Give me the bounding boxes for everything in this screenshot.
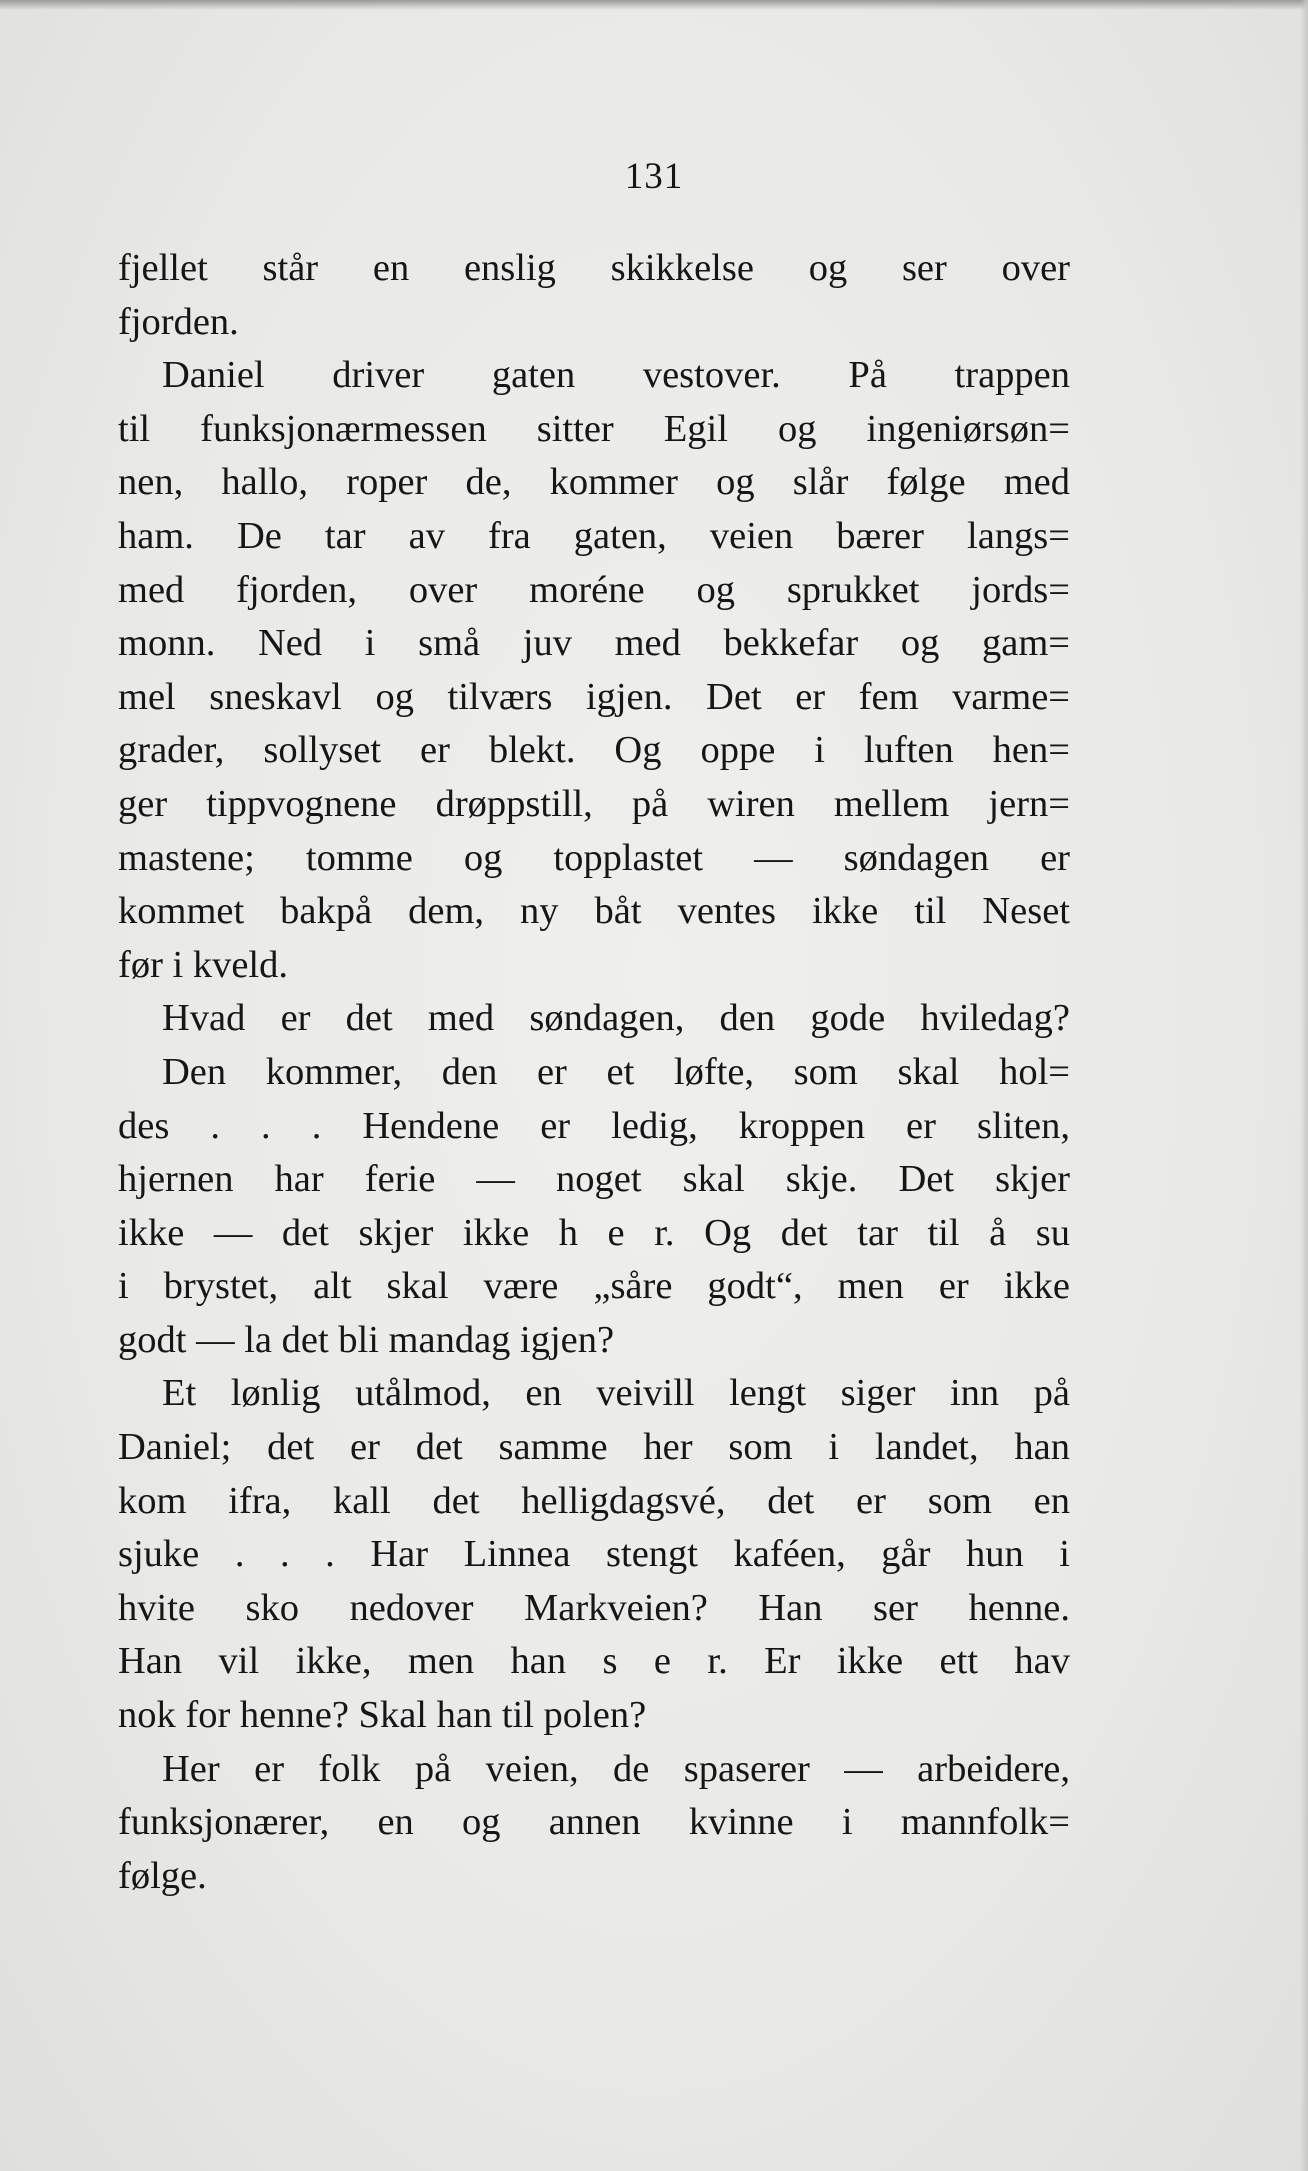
text-line: kom ifra, kall det helligdagsvé, det er som en xyxy=(118,1479,1070,1522)
text-line: monn. Ned i små juv med bekkefar og gam= xyxy=(118,622,1070,665)
text-line: sjuke . . . Har Linnea stengt kaféen, går hun i xyxy=(118,1533,1070,1576)
text-line: Daniel; det er det samme her som i landet, han xyxy=(118,1426,1070,1469)
text-line: følge. xyxy=(118,1854,207,1897)
text-line: i brystet, alt skal være „såre godt“, men er ikke xyxy=(118,1265,1070,1308)
text-line: Den kommer, den er et løfte, som skal hol= xyxy=(162,1050,1070,1093)
text-line: nok for henne? Skal han til polen? xyxy=(118,1694,647,1737)
text-line: ham. De tar av fra gaten, veien bærer langs= xyxy=(118,514,1070,557)
text-line: Her er folk på veien, de spaserer — arbeidere, xyxy=(162,1747,1070,1790)
text-line: grader, sollyset er blekt. Og oppe i luften hen= xyxy=(118,729,1070,772)
text-line: Et lønlig utålmod, en veivill lengt siger inn på xyxy=(162,1372,1070,1415)
text-line: ikke — det skjer ikke h e r. Og det tar til å su xyxy=(118,1211,1070,1254)
text-line: Daniel driver gaten vestover. På trappen xyxy=(162,354,1070,397)
text-line: mel sneskavl og tilværs igjen. Det er fem varme= xyxy=(118,675,1070,718)
text-line: før i kveld. xyxy=(118,943,288,986)
text-line: hvite sko nedover Markveien? Han ser henne. xyxy=(118,1586,1070,1629)
page-number: 131 xyxy=(624,156,684,197)
text-line: funksjonærer, en og annen kvinne i mannfolk= xyxy=(118,1801,1070,1844)
text-line: des . . . Hendene er ledig, kroppen er sliten, xyxy=(118,1104,1070,1147)
text-line: til funksjonærmessen sitter Egil og ingeniørsøn= xyxy=(118,407,1070,450)
body-text xyxy=(118,242,1070,1903)
text-line: hjernen har ferie — noget skal skje. Det skjer xyxy=(118,1158,1070,1201)
text-line: fjellet står en enslig skikkelse og ser over xyxy=(118,247,1070,289)
text-line: Han vil ikke, men han s e r. Er ikke ett hav xyxy=(118,1640,1070,1683)
page-top-edge xyxy=(0,0,1308,10)
text-line: mastene; tomme og topplastet — søndagen er xyxy=(118,836,1070,879)
text-line: godt — la det bli mandag igjen? xyxy=(118,1318,615,1361)
text-line: Hvad er det med søndagen, den gode hviledag? xyxy=(162,997,1070,1040)
page-right-edge xyxy=(1300,0,1308,2171)
text-line: fjorden. xyxy=(118,300,239,343)
text-line: kommet bakpå dem, ny båt ventes ikke til Neset xyxy=(118,890,1070,933)
text-line: med fjorden, over moréne og sprukket jords= xyxy=(118,568,1070,611)
text-line: nen, hallo, roper de, kommer og slår følge med xyxy=(118,461,1070,504)
text-line: ger tippvognene drøppstill, på wiren mellem jern= xyxy=(118,782,1070,825)
